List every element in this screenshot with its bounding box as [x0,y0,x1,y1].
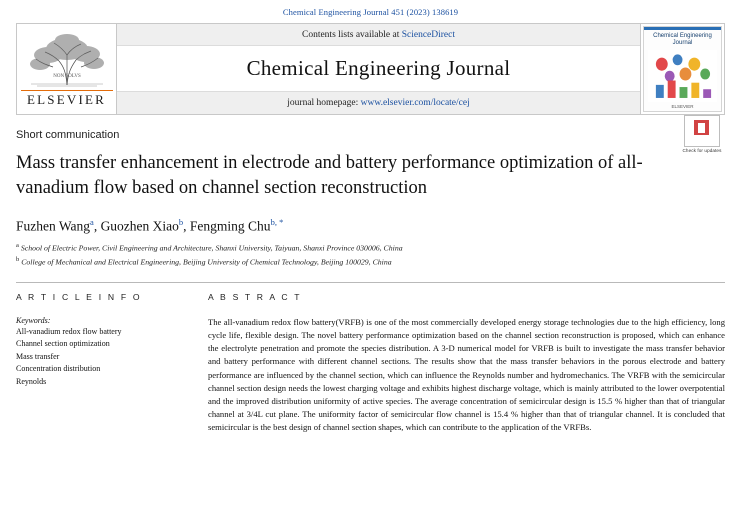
affiliation-mark: b [16,255,20,263]
keywords-list [16,326,186,388]
author-name: Guozhen Xiao [100,218,179,234]
keyword-item: Reynolds [16,376,47,386]
article-info-heading: A R T I C L E I N F O [16,292,142,302]
affiliation-list [16,241,725,268]
cover-title: Chemical Engineering Journal [653,32,712,47]
info-abstract-columns [16,292,725,434]
masthead-center [117,24,640,114]
crossmark-badge[interactable] [679,115,725,153]
abstract-heading: A B S T R A C T [208,292,302,302]
elsevier-tree-icon [23,27,111,89]
publisher-logo [17,24,117,114]
contents-bar [117,24,640,46]
author-mark: b [178,216,184,227]
sciencedirect-link[interactable]: ScienceDirect [401,30,455,40]
cover-inner [643,26,722,112]
author-name: Fengming Chu [189,218,271,234]
author-mark: b, * [270,216,284,227]
crossmark-icon [684,115,720,147]
keyword-item: All-vanadium redox flow battery [16,327,122,336]
cover-artwork [648,50,717,102]
journal-masthead [16,23,725,115]
homepage-prefix: journal homepage: [287,98,359,108]
page-title: Mass transfer enhancement in electrode and battery performance optimization of all-vanadium flow based on channel section reconstruction [16,153,643,198]
affiliation-text: School of Electric Power, Civil Engineering and Architecture, Shanxi University, Taiyuan, Shanxi Province 030006, China [20,244,403,254]
journal-cover [640,24,724,114]
homepage-bar [117,91,640,114]
author-list: Fuzhen Wang$^a$, Guozhen Xiao$^b$, Fengming Chu$^{b, *}$ [16,216,284,234]
contents-prefix: Contents lists available at [301,30,400,40]
journal-title: Chemical Engineering Journal [246,56,511,80]
section-divider [16,282,725,283]
abstract-column [208,292,725,434]
author-mark: a [90,216,94,227]
cover-graphic-icon [648,50,717,102]
keyword-item: Concentration distribution [16,364,101,374]
svg-text:NON SOLVS: NON SOLVS [52,74,81,79]
keywords-label: Keywords: [16,316,51,325]
affiliation-item [16,255,725,268]
affiliation-text: College of Mechanical and Electrical Engineering, Beijing University of Chemical Technology, Beijing 100029, China [21,257,392,267]
author-name: Fuzhen Wang [16,218,91,234]
abstract-text: The all-vanadium redox flow battery(VRFB) is one of the most commercially developed energy storage technologies due to the high efficiency, long cycle life, flexible design. The novel battery performance optimization based on the channel section reconstruction is proposed, which can enhance the electrolyte penetration and promote the species distribution. A 3-D numerical model for VRFB is built to investigate the mass transfer behavior and battery performance with different channel sections. The results show that the mass transfer behaviors in the porous electrode and battery performance are influenced by the channel section, which can influence the Reynolds number and hydromechanics. The VRFB with the semicircular channel section design needs the lowest charging voltage and exhibits highest discharge voltage, which is mainly attributed to the lower overpotential and the improved distribution uniformity of active species. The average concentration of semicircular design is 15.5 % higher than that of triangular channel at 3/4L cut plane. The uniformity factor of semicircular flow channel is 15.4 % higher than that of triangular channel. It is concluded that semicircular is the best design of channel section shapes, which can contribute to the application of the VRFBs. [208,317,725,433]
publisher-name: ELSEVIER [21,90,113,108]
crossmark-label: Check for updates [682,148,722,153]
running-head: Chemical Engineering Journal 451 (2023) 138619 [282,7,459,17]
keyword-item: Channel section optimization [16,339,110,349]
article-type: Short communication [16,129,120,141]
article-info-column [16,292,208,434]
keyword-item: Mass transfer [16,351,60,361]
cover-footer: ELSEVIER [671,104,694,109]
journal-homepage-link[interactable]: www.elsevier.com/locate/cej [360,98,470,108]
title-row [16,141,725,201]
affiliation-mark: a [16,242,19,250]
affiliation-item [16,241,725,254]
